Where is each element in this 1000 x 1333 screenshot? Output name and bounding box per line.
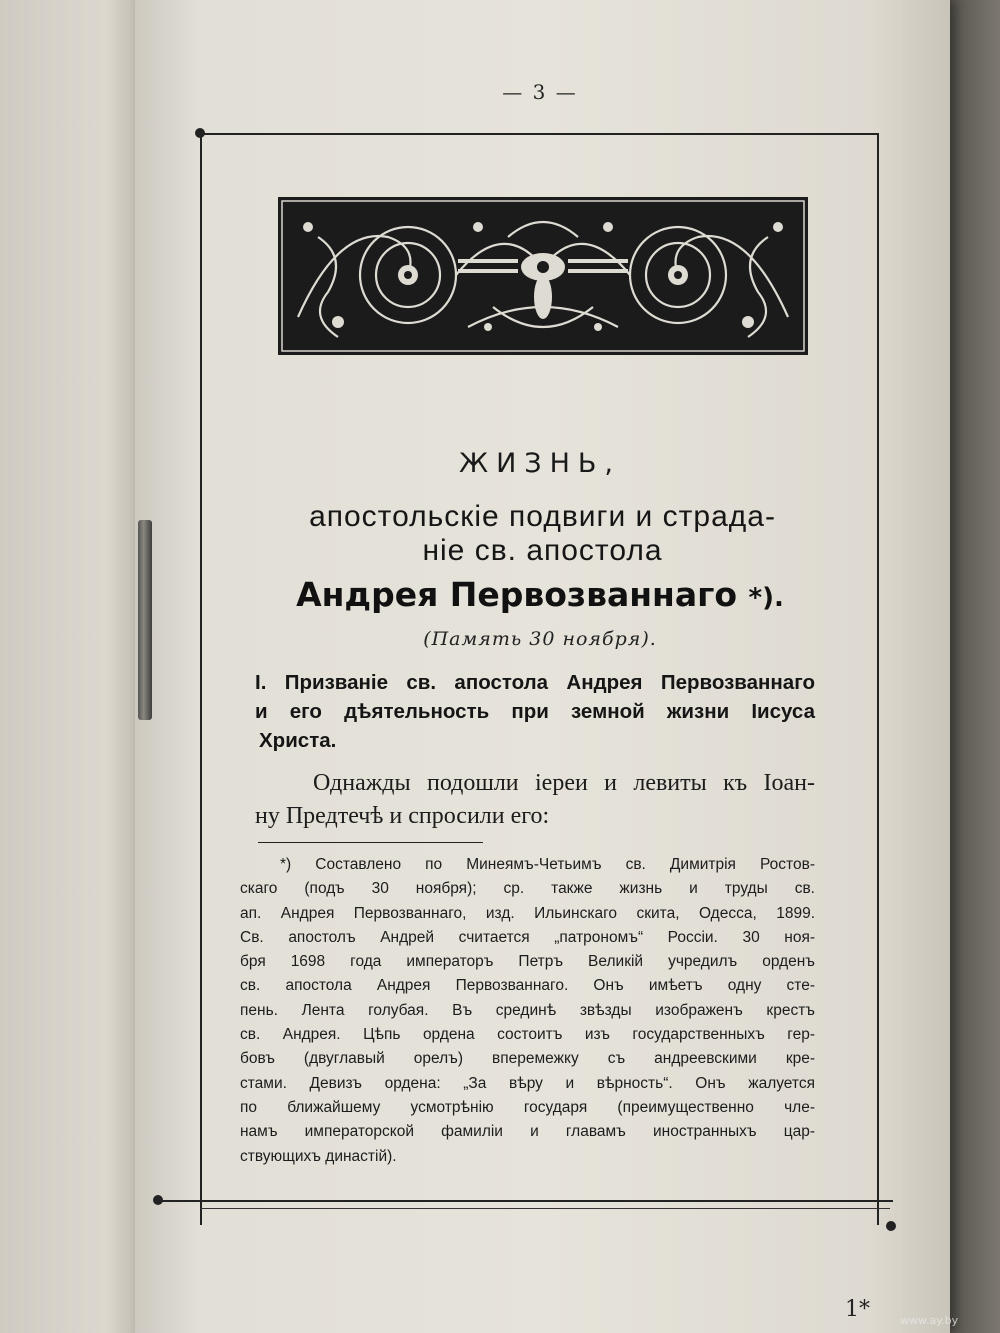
section-heading-line: Христа. [259, 729, 337, 752]
body-line: Однажды подошли іереи и левиты къ Іоан- [313, 770, 815, 796]
footnote-line: скаго (подъ 30 ноября); ср. также жизнь и труды св. [240, 880, 815, 898]
ornamental-headpiece [278, 197, 808, 355]
page-number: — 3 — [502, 80, 578, 104]
frame-corner-ornament [195, 128, 205, 138]
footnote-line: стами. Девизъ ордена: „За вѣру и вѣрность“. Онъ жалуется [240, 1074, 815, 1092]
section-heading-line: и его дѣятельность при земной жизни Іисуса [255, 700, 815, 723]
footnote-line: Св. апостолъ Андрей считается „патрономъ“ Россіи. 30 ноя- [240, 928, 815, 946]
commemoration-date: (Память 30 ноября). [423, 628, 657, 650]
left-facing-page [0, 0, 150, 1333]
footnote-line: пень. Лента голубая. Въ срединѣ звѣзды изображенъ крестъ [240, 1001, 815, 1019]
footnote-line: св. Андрея. Цѣпь ордена состоитъ изъ государственныхъ гер- [240, 1026, 815, 1044]
body-paragraph [255, 767, 815, 833]
background-edge [950, 0, 1000, 1333]
footnote-line: намъ императорской фамиліи и главамъ иностранныхъ цар- [240, 1123, 815, 1141]
apostle-name: Андрея Первозваннаго [296, 575, 738, 614]
title-apostle-name [200, 575, 880, 614]
page-frame-bottom-rule-inner [200, 1208, 890, 1209]
body-line: ну Предтечѣ и спросили его: [255, 803, 550, 829]
footnote-line: св. апостола Андрея Первозваннаго. Онъ имѣетъ одну сте- [240, 977, 815, 995]
footnote [240, 853, 815, 1169]
section-heading-line: I. Призваніе св. апостола Андрея Первозваннаго [255, 671, 815, 694]
footnote-line: ап. Андрея Первозваннаго, изд. Ильинскаго скита, Одесса, 1899. [240, 904, 815, 922]
frame-corner-ornament [153, 1195, 163, 1205]
binding-staple [138, 520, 152, 720]
footnote-line: *) Составлено по Минеямъ-Четьимъ св. Димитрія Ростов- [280, 856, 815, 873]
footnote-line: бря 1698 года императоръ Петръ Великій учредилъ орденъ [240, 953, 815, 971]
footnote-line: ствующихъ династій). [240, 1147, 397, 1165]
frame-corner-ornament [886, 1221, 896, 1231]
footnote-separator [258, 842, 483, 843]
page-frame-bottom-rule [158, 1200, 893, 1202]
subtitle-line: апостольскіе подвиги и страда- [309, 500, 776, 533]
title-subtitle [215, 500, 870, 568]
footnote-reference: *). [748, 583, 784, 613]
watermark: www.ay.by [900, 1314, 959, 1327]
section-heading [255, 668, 815, 755]
footnote-line: по ближайшему усмотрѣнію государя (преимущественно чле- [240, 1098, 815, 1116]
footnote-line: бовъ (двуглавый орелъ) вперемежку съ андреевскими кре- [240, 1050, 815, 1068]
printer-signature-mark: 1* [845, 1297, 870, 1322]
title-life: ЖИЗНЬ, [459, 448, 621, 479]
subtitle-line: ніе св. апостола [422, 534, 663, 567]
